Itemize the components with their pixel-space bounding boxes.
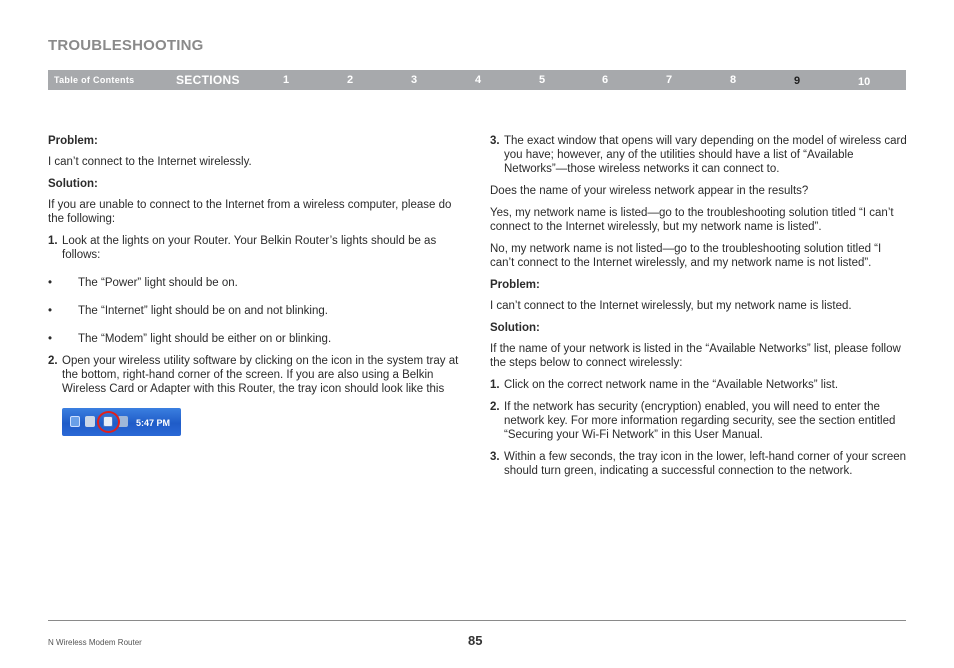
step-2: [48, 354, 468, 396]
step-3: [490, 134, 908, 176]
section-link-5[interactable]: 5: [539, 74, 546, 86]
right-column: [490, 134, 908, 486]
section-link-7[interactable]: 7: [666, 74, 673, 86]
footer-product-name: N Wireless Modem Router: [48, 638, 142, 647]
solution-intro: If the name of your network is listed in the “Available Networks” list, please follow the steps below to connect wirelessly:: [490, 343, 901, 369]
bullet-marker: •: [48, 333, 53, 345]
solution-heading: Solution:: [48, 178, 98, 190]
section-link-9-current[interactable]: 9: [794, 75, 801, 87]
solution-heading: Solution:: [490, 322, 540, 334]
question-text: Does the name of your wireless network appear in the results?: [490, 185, 809, 197]
light-status-list: [48, 276, 468, 346]
section-link-10[interactable]: 10: [858, 76, 871, 88]
step-number: 1.: [48, 235, 58, 247]
table-of-contents-link[interactable]: Table of Contents: [54, 75, 135, 85]
problem-text: I can’t connect to the Internet wirelessly.: [48, 156, 252, 168]
network-monitor-icon: [85, 416, 95, 427]
tray-clock: 5:47 PM: [136, 418, 171, 428]
section-link-1[interactable]: 1: [283, 74, 290, 86]
problem-heading: Problem:: [490, 279, 540, 291]
list-item: [48, 304, 468, 318]
step-text: The exact window that opens will vary depending on the model of wireless card you have; however, any of the utilities should have a list of “Available Networks”—those wireless networks it can connect to.: [504, 135, 907, 175]
step-text: Within a few seconds, the tray icon in the lower, left-hand corner of your screen should turn green, indicating a successful connection to the network.: [504, 451, 907, 477]
step-number: 2.: [48, 355, 58, 367]
problem-text: I can’t connect to the Internet wirelessly, but my network name is listed.: [490, 300, 852, 312]
page-number: 85: [468, 633, 483, 648]
step-number: 1.: [490, 379, 500, 391]
footer-divider: [48, 620, 906, 621]
list-item-text: The “Internet” light should be on and not blinking.: [78, 305, 328, 317]
section-link-4[interactable]: 4: [475, 74, 482, 86]
step-text: Look at the lights on your Router. Your Belkin Router’s lights should be as follows:: [62, 235, 437, 261]
step-text: If the network has security (encryption) enabled, you will need to enter the network key. For more information regarding security, see the section entitled “Securing your Wi-Fi Network” in this User Manual.: [504, 401, 896, 441]
step-number: 2.: [490, 401, 500, 413]
problem-heading: Problem:: [48, 135, 98, 147]
step-3: [490, 450, 908, 478]
page-section-title: TROUBLESHOOTING: [48, 37, 204, 54]
list-item: [48, 332, 468, 346]
bullet-marker: •: [48, 305, 53, 317]
step-text: Click on the correct network name in the “Available Networks” list.: [504, 379, 839, 391]
no-answer-text: No, my network name is not listed—go to the troubleshooting solution titled “I can’t connect to the Internet wirelessly, and my network name is not listed”.: [490, 243, 882, 269]
left-column: [48, 134, 468, 436]
bullet-marker: •: [48, 277, 53, 289]
step-number: 3.: [490, 451, 500, 463]
solution-intro: If you are unable to connect to the Internet from a wireless computer, please do the following:: [48, 199, 452, 225]
system-tray-image: [62, 408, 181, 436]
section-link-2[interactable]: 2: [347, 74, 354, 86]
list-item: [48, 276, 468, 290]
highlight-circle: [97, 411, 120, 433]
list-item-text: The “Power” light should be on.: [78, 277, 238, 289]
list-item-text: The “Modem” light should be either on or blinking.: [78, 333, 332, 345]
section-link-3[interactable]: 3: [411, 74, 418, 86]
step-1: [490, 378, 908, 392]
step-text: Open your wireless utility software by clicking on the icon in the system tray at the bottom, right-hand corner of the screen. If you are also using a Belkin Wireless Card or Adapter with this Router, the tray icon should look like this: [62, 355, 459, 395]
sections-label: SECTIONS: [176, 73, 240, 87]
step-2: [490, 400, 908, 442]
section-link-6[interactable]: 6: [602, 74, 609, 86]
section-link-8[interactable]: 8: [730, 74, 737, 86]
step-number: 3.: [490, 135, 500, 147]
section-nav-bar: [48, 70, 906, 90]
tray-arrow-icon: [70, 416, 80, 427]
yes-answer-text: Yes, my network name is listed—go to the troubleshooting solution titled “I can’t connect to the Internet wirelessly, but my network name is listed”.: [490, 207, 894, 233]
step-1: [48, 234, 468, 262]
